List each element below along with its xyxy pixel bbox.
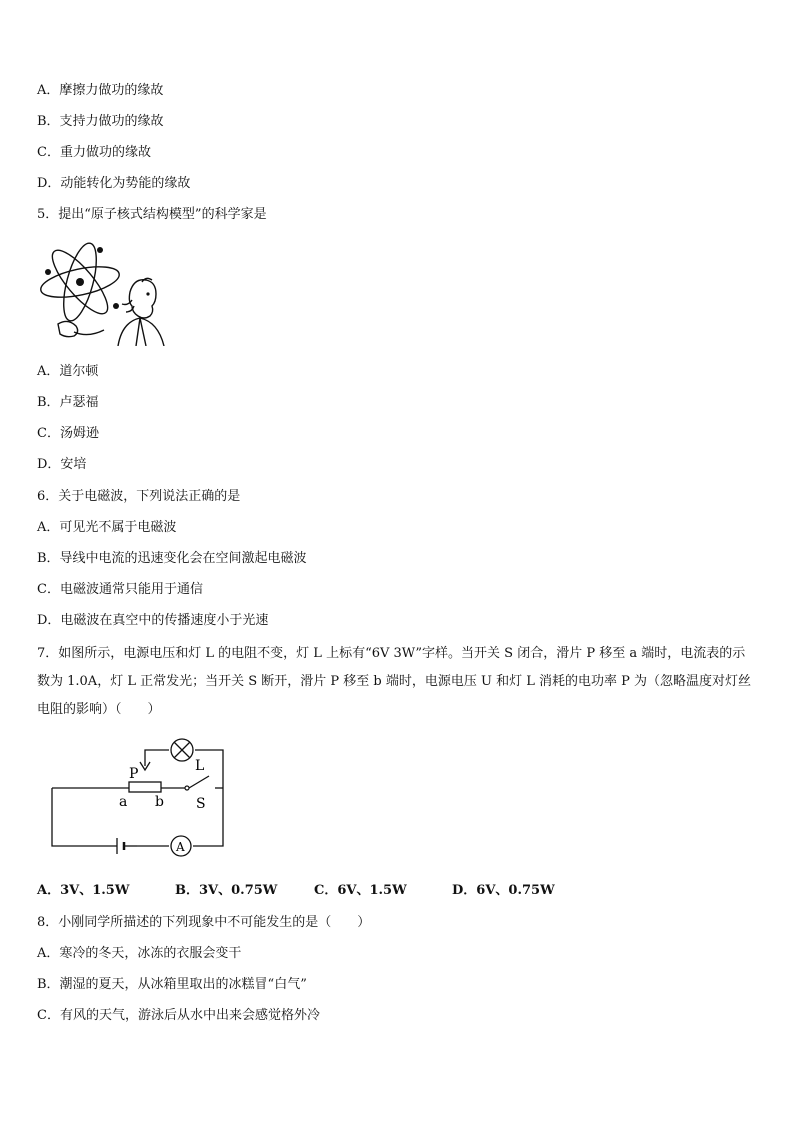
q8-option-a: A．寒冷的冬天，冰冻的衣服会变干 bbox=[37, 946, 242, 961]
q6-option-c: C．电磁波通常只能用于通信 bbox=[37, 582, 203, 597]
q5-option-a: A．道尔顿 bbox=[37, 364, 99, 379]
q5-option-b: B．卢瑟福 bbox=[37, 395, 99, 410]
q4-option-a: A．摩擦力做功的缘故 bbox=[37, 83, 164, 98]
q6-option-d: D．电磁波在真空中的传播速度小于光速 bbox=[37, 613, 269, 628]
q5-option-c: C．汤姆逊 bbox=[37, 426, 99, 441]
q4-option-d: D．动能转化为势能的缘故 bbox=[37, 176, 191, 191]
q6-option-b: B．导线中电流的迅速变化会在空间激起电磁波 bbox=[37, 551, 307, 566]
ammeter-label: A bbox=[176, 840, 185, 854]
q6-option-a: A．可见光不属于电磁波 bbox=[37, 520, 177, 535]
circuit-label-l: L bbox=[195, 758, 205, 774]
q8-option-c: C．有风的天气，游泳后从水中出来会感觉格外冷 bbox=[37, 1008, 320, 1023]
q7-stem: 7．如图所示，电源电压和灯 L 的电阻不变，灯 L 上标有“6V 3W”字样。当开关 S 闭合，滑片 P 移至 a 端时，电流表的示数为 1.0A，灯 L 正常发光；当开关 S 断开，滑片 P 移至 b 端时，电源电压 U 和灯 L 消耗的电功率 P 为（忽略温度对灯丝电阻的影响）（ ） bbox=[37, 646, 751, 717]
q4-option-b: B．支持力做功的缘故 bbox=[37, 114, 164, 129]
q7-option-d: D．6V、0.75W bbox=[452, 883, 555, 898]
circuit-label-b: b bbox=[155, 794, 164, 810]
q5-option-d: D．安培 bbox=[37, 457, 87, 472]
q7-option-a: A．3V、1.5W bbox=[37, 883, 130, 898]
q5-stem: 5．提出“原子核式结构模型”的科学家是 bbox=[37, 207, 267, 222]
scientist-atom-illustration bbox=[38, 242, 168, 346]
q4-option-c: C．重力做功的缘故 bbox=[37, 145, 151, 160]
circuit-label-p: P bbox=[129, 766, 139, 782]
q8-stem: 8．小刚同学所描述的下列现象中不可能发生的是（ ） bbox=[37, 915, 371, 930]
q6-stem: 6．关于电磁波，下列说法正确的是 bbox=[37, 489, 241, 504]
circuit-label-s: S bbox=[196, 796, 206, 812]
circuit-diagram bbox=[45, 736, 230, 860]
circuit-label-a: a bbox=[119, 794, 128, 810]
q7-option-b: B．3V、0.75W bbox=[175, 883, 278, 898]
q7-option-c: C．6V、1.5W bbox=[314, 883, 407, 898]
q8-option-b: B．潮湿的夏天，从冰箱里取出的冰糕冒“白气” bbox=[37, 977, 307, 992]
